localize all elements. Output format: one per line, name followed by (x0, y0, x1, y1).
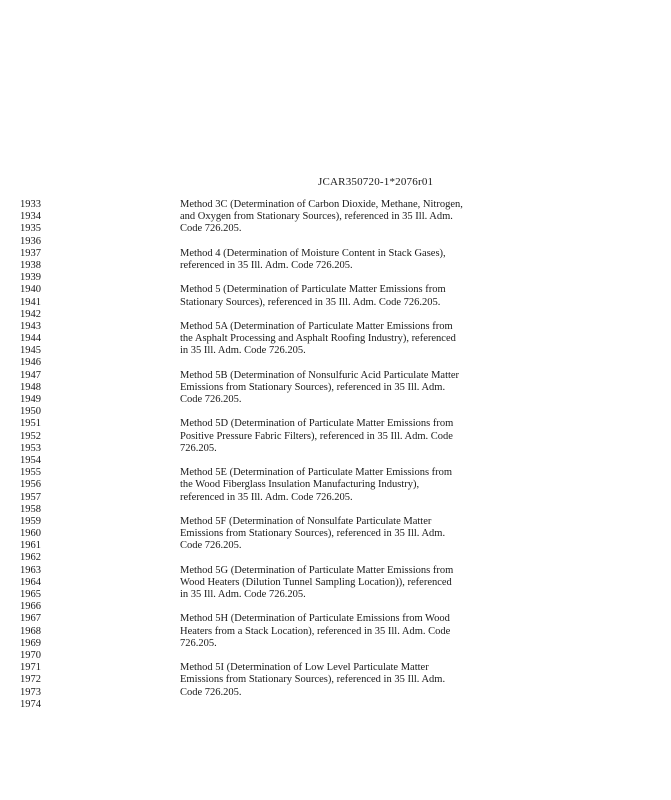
line-number: 1959 (20, 515, 41, 527)
text-line: Emissions from Stationary Sources), referenced in 35 Ill. Adm. (180, 381, 446, 393)
line-number: 1968 (20, 625, 41, 637)
line-number: 1967 (20, 613, 41, 625)
line-number: 1938 (20, 259, 41, 271)
line-number: 1943 (20, 320, 41, 332)
line-number: 1956 (20, 479, 41, 491)
text-line: Method 5E (Determination of Particulate Matter Emissions from (180, 467, 453, 479)
text-line: Positive Pressure Fabric Filters), referenced in 35 Ill. Adm. Code (180, 430, 453, 442)
line-number: 1964 (20, 576, 41, 588)
text-line (180, 504, 463, 516)
text-line (180, 236, 463, 248)
text-line: referenced in 35 Ill. Adm. Code 726.205. (180, 259, 353, 271)
line-number: 1936 (20, 235, 41, 247)
line-number: 1934 (20, 211, 41, 223)
text-line: Method 4 (Determination of Moisture Content in Stack Gases), (180, 247, 446, 259)
text-line (180, 650, 463, 662)
line-number: 1950 (20, 406, 41, 418)
line-number: 1945 (20, 345, 41, 357)
text-line: and Oxygen from Stationary Sources), referenced in 35 Ill. Adm. (180, 211, 453, 223)
text-line: Code 726.205. (180, 540, 242, 552)
text-line: Method 5D (Determination of Particulate Matter Emissions from (180, 418, 454, 430)
text-line (180, 601, 463, 613)
line-number: 1974 (20, 698, 41, 710)
text-line (180, 406, 463, 418)
line-number: 1971 (20, 662, 41, 674)
line-number: 1961 (20, 540, 41, 552)
text-line (180, 357, 463, 369)
line-number: 1948 (20, 381, 41, 393)
text-line: Method 5H (Determination of Particulate Emissions from Wood (180, 613, 450, 625)
text-line: Method 5I (Determination of Low Level Particulate Matter (180, 662, 429, 674)
line-number: 1970 (20, 649, 41, 661)
text-line (180, 552, 463, 564)
line-number: 1966 (20, 601, 41, 613)
text-line: 726.205. (180, 637, 217, 649)
text-line: the Asphalt Processing and Asphalt Roofing Industry), referenced (180, 333, 456, 345)
line-number: 1953 (20, 442, 41, 454)
line-number: 1935 (20, 223, 41, 235)
text-line: Method 5B (Determination of Nonsulfuric Acid Particulate Matter (180, 369, 460, 381)
document-body (180, 199, 463, 711)
line-number: 1937 (20, 247, 41, 259)
line-number: 1965 (20, 589, 41, 600)
document-identifier: JCAR350720-1*2076r01 (318, 176, 434, 188)
text-line: in 35 Ill. Adm. Code 726.205. (180, 345, 306, 357)
text-line: Stationary Sources), referenced in 35 Ill. Adm. Code 726.205. (180, 296, 441, 308)
line-number: 1940 (20, 284, 41, 296)
line-number: 1941 (20, 296, 41, 308)
text-line: the Wood Fiberglass Insulation Manufacturing Industry), (180, 479, 420, 491)
line-number-column (13, 199, 41, 711)
text-line: Method 5F (Determination of Nonsulfate Particulate Matter (180, 515, 432, 527)
line-number: 1952 (20, 430, 41, 442)
line-number: 1972 (20, 674, 41, 686)
text-line (180, 455, 463, 467)
text-line: in 35 Ill. Adm. Code 726.205. (180, 589, 306, 600)
line-number: 1949 (20, 394, 41, 405)
text-line (180, 699, 463, 711)
line-number: 1944 (20, 333, 41, 345)
line-number: 1960 (20, 528, 41, 540)
text-line: referenced in 35 Ill. Adm. Code 726.205. (180, 491, 353, 503)
text-line: Code 726.205. (180, 223, 242, 235)
text-line (180, 309, 463, 321)
line-number: 1947 (20, 369, 41, 381)
text-line: Emissions from Stationary Sources), referenced in 35 Ill. Adm. (180, 674, 446, 686)
text-line: Code 726.205. (180, 686, 242, 698)
line-number: 1933 (20, 199, 41, 210)
text-line: Method 5A (Determination of Particulate Matter Emissions from (180, 320, 453, 332)
line-number: 1963 (20, 564, 41, 576)
text-line (180, 272, 463, 284)
line-number: 1958 (20, 503, 41, 515)
line-number: 1969 (20, 637, 41, 649)
line-number: 1957 (20, 491, 41, 503)
line-number: 1955 (20, 467, 41, 479)
text-line: 726.205. (180, 442, 217, 454)
line-number: 1942 (20, 308, 41, 320)
text-line: Method 3C (Determination of Carbon Dioxide, Methane, Nitrogen, (180, 199, 463, 210)
text-line: Heaters from a Stack Location), referenced in 35 Ill. Adm. Code (180, 625, 451, 637)
line-number: 1951 (20, 418, 41, 430)
text-line: Method 5G (Determination of Particulate Matter Emissions from (180, 564, 454, 576)
line-number: 1939 (20, 272, 41, 284)
text-line: Method 5 (Determination of Particulate Matter Emissions from (180, 284, 446, 296)
line-number: 1954 (20, 454, 41, 466)
text-line: Code 726.205. (180, 394, 242, 405)
line-number: 1962 (20, 552, 41, 564)
line-number: 1946 (20, 357, 41, 369)
text-line: Wood Heaters (Dilution Tunnel Sampling Location)), referenced (180, 576, 452, 588)
line-number: 1973 (20, 686, 41, 698)
text-line: Emissions from Stationary Sources), referenced in 35 Ill. Adm. (180, 528, 446, 540)
